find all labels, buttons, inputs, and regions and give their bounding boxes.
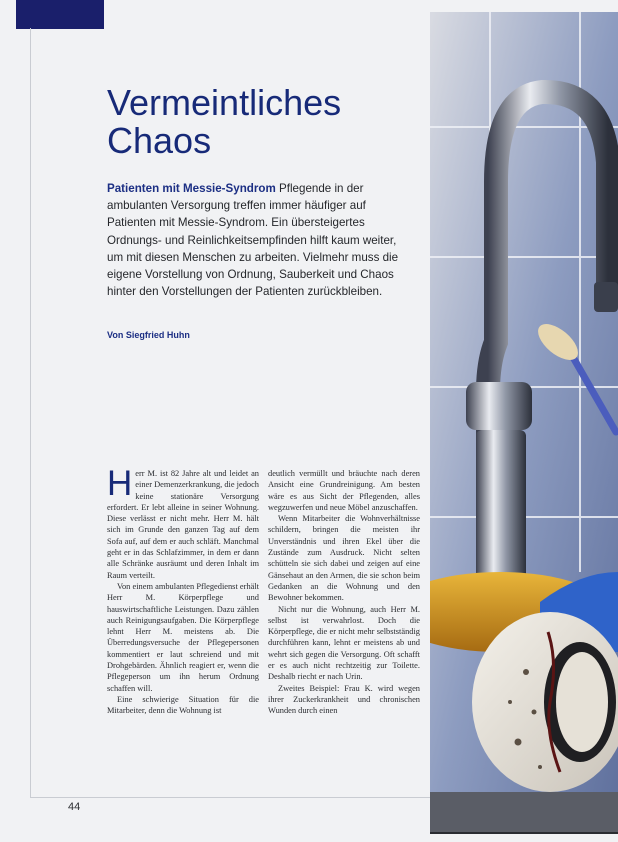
- body-paragraph: Eine schwierige Situation für die Mitarbeiter, denn die Wohnung ist: [107, 694, 259, 716]
- footer-rule: [30, 797, 430, 798]
- sink-illustration: [430, 12, 618, 834]
- intro-lead-in: Patienten mit Messie-Syndrom: [107, 182, 276, 195]
- body-paragraph: Wenn Mitarbeiter die Wohnverhältnisse schildern, bringen die meisten ihr Unverständnis und ihren Ekel über die Zustände zum Ausdruck. Nicht selten schütteln sie sich dabei und zeigen auf eine Gänsehaut an den Armen, die sie schon beim Gedanken an die Wohnung und den Bewohner bekommen.: [268, 514, 420, 603]
- sink-photo: [430, 12, 618, 834]
- headline-line-1: Vermeintliches: [107, 82, 342, 123]
- body-paragraph: Herr M. ist 82 Jahre alt und leidet an einer Demenzerkrankung, die jedoch keine stationäre Versorgung erfordert. Er lebt alleine in seiner Wohnung. Diese verlässt er nicht mehr. Herr M. hält sich im Grunde den ganzen Tag auf dem Sofa auf, auf dem er auch schläft. Manchmal geht er in das Schlafzimmer, in dem er dann alle Schränke ausräumt und deren Inhalt im Raum verteilt.: [107, 464, 259, 580]
- body-paragraph: deutlich vermüllt und bräuchte nach deren Ansicht eine Grundreinigung. Am besten wäre es aus Sicht der Pflegenden, alles wegzuwerfen und neue Möbel anzuschaffen.: [268, 469, 420, 512]
- page-number: 44: [68, 801, 81, 813]
- intro-text: Pflegende in der ambulanten Versorgung treffen immer häufiger auf Patienten mit Messie-Syndrom. Ein übersteigertes Ordnungs- und Reinlichkeitsempfinden hilft kaum weiter, um mit diesen Menschen zu arbeiten. Vielmehr muss die eigene Vorstellung von Ordnung, Sauberkeit und Chaos hinter den Vorstellungen der Patienten zurückbleiben.: [107, 182, 399, 299]
- margin-rule: [30, 28, 31, 798]
- author-byline: Von Siegfried Huhn: [107, 330, 190, 340]
- body-column-2: [268, 468, 420, 717]
- drop-cap: H: [107, 464, 133, 503]
- body-column-1: [107, 464, 259, 717]
- article-headline: [107, 84, 427, 160]
- body-paragraph: Zweites Beispiel: Frau K. wird wegen ihrer Zuckerkrankheit und chronischen Wunden durch einen: [268, 683, 420, 716]
- headline-line-2: Chaos: [107, 120, 212, 161]
- article-intro: [107, 180, 407, 300]
- body-paragraph: Nicht nur die Wohnung, auch Herr M. selbst ist verwahrlost. Doch die Körperpflege, die er nicht mehr selbstständig durchführen kann, lehnt er meistens ab und wehrt sich gegen die Versorgung. Oft schafft er es auch nicht rechtzeitig zur Toilette. Deshalb riecht er nach Urin.: [268, 604, 420, 682]
- body-paragraph: Von einem ambulanten Pflegedienst erhält Herr M. Körperpflege und hauswirtschaftliche Leistungen. Dazu zählen auch Reinigungsaufgaben. Die Körperpflege lehnt Herr M. meistens ab. Die Überredungsversuche der Pflegepersonen kommentiert er laut schreiend und mit Drohgebärden. Ähnlich reagiert er, wenn die Pflegeperson um ihn herum Ordnung schaffen will.: [107, 581, 259, 693]
- corner-color-block: [16, 0, 104, 29]
